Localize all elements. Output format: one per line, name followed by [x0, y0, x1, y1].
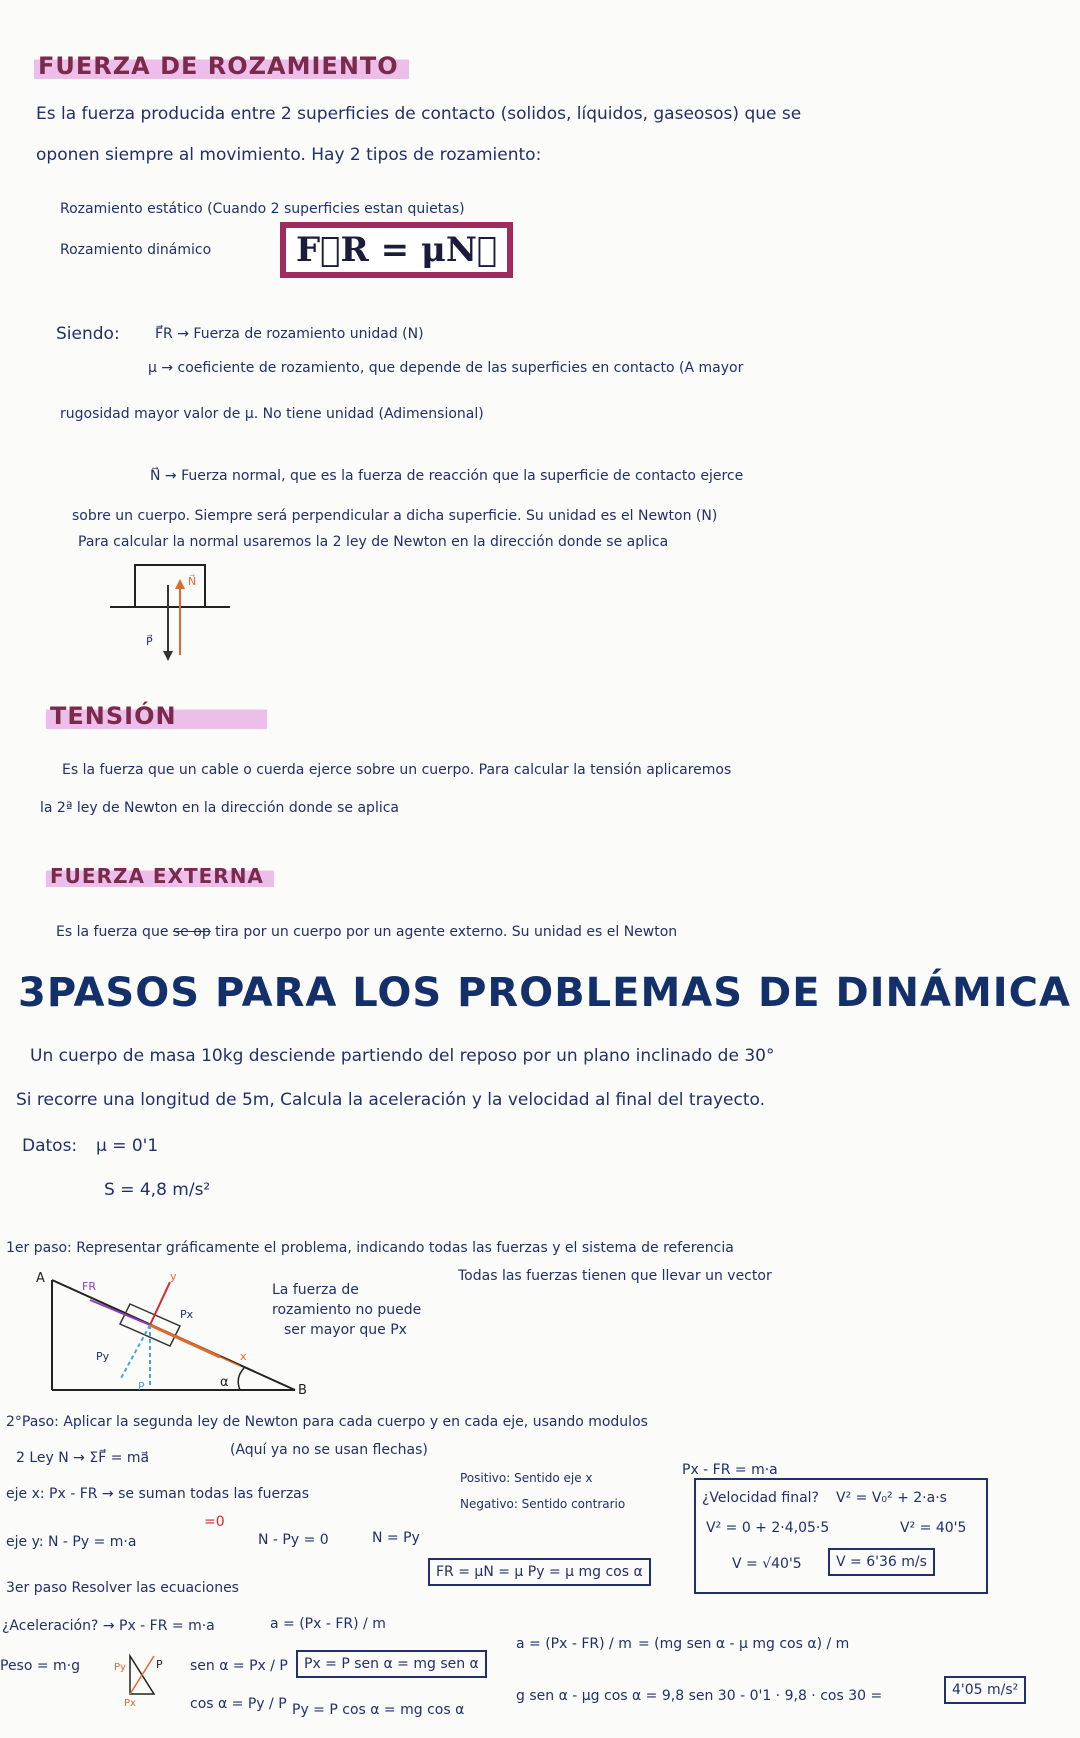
incline-point-a: A — [36, 1271, 45, 1286]
velocity-substitution: V² = 0 + 2·4,05·5 — [706, 1520, 830, 1536]
problem-line1: Un cuerpo de masa 10kg desciende partiendo del reposo por un plano inclinado de 30° — [30, 1046, 775, 1066]
tension-heading: TENSIÓN — [46, 700, 267, 732]
positive-sense: Positivo: Sentido eje x — [460, 1471, 593, 1485]
triangle-p-label: P — [156, 1658, 163, 1671]
steps-title: 3PASOS PARA LOS PROBLEMAS DE DINÁMICA — [18, 970, 1071, 1016]
velocity-box — [694, 1478, 988, 1594]
inclined-plane-diagram — [30, 1260, 310, 1400]
datos-s: S = 4,8 m/s² — [104, 1180, 211, 1200]
incline-px-label: Px — [180, 1308, 194, 1321]
friction-definition-line1: Es la fuerza producida entre 2 superficies de contacto (solidos, líquidos, gaseosos) que se — [36, 104, 802, 124]
incline-p-label: P — [138, 1380, 145, 1393]
velocity-result: V = 6'36 m/s — [828, 1548, 935, 1576]
negative-sense: Negativo: Sentido contrario — [460, 1497, 626, 1511]
external-text-a: Es la fuerza que — [56, 924, 169, 940]
acceleration-formula: a = (Px - FR) / m — [270, 1616, 386, 1632]
eje-y-eq2: N = Py — [372, 1530, 420, 1546]
problem-line2: Si recorre una longitud de 5m, Calcula la aceleración y la velocidad al final del trayecto. — [16, 1090, 766, 1110]
velocity-root: V = √40'5 — [732, 1556, 802, 1572]
newton-law: 2 Ley N → ΣF⃗ = ma⃗ — [16, 1450, 150, 1466]
px-expression: Px = P sen α = mg sen α — [296, 1650, 487, 1678]
friction-heading: FUERZA DE ROZAMIENTO — [34, 50, 409, 82]
dynamic-friction: Rozamiento dinámico — [60, 242, 212, 258]
friction-definition-line2: oponen siempre al movimiento. Hay 2 tipos de rozamiento: — [36, 145, 542, 165]
def-friction-force: F⃗R → Fuerza de rozamiento unidad (N) — [155, 326, 424, 342]
datos-label: Datos: — [22, 1136, 78, 1156]
external-force-line — [56, 922, 677, 942]
def-mu-line1: μ → coeficiente de rozamiento, que depende de las superficies en contacto (A mayor — [148, 360, 744, 376]
incline-alpha: α — [220, 1375, 229, 1390]
def-normal-line1: N⃗ → Fuerza normal, que es la fuerza de reacción que la superficie de contacto ejerce — [150, 468, 744, 484]
normal-force-diagram — [100, 555, 240, 665]
acceleration-fraction1: a = (Px - FR) / m — [516, 1636, 632, 1652]
sin-definition: sen α = Px / P — [190, 1658, 288, 1674]
step2-text: 2°Paso: Aplicar la segunda ley de Newton para cada cuerpo y en cada eje, usando modulos — [6, 1414, 648, 1430]
final-result: 4'05 m/s² — [944, 1676, 1026, 1704]
incline-py-label: Py — [96, 1350, 110, 1363]
newton-law-note: (Aquí ya no se usan flechas) — [230, 1442, 428, 1458]
weight-formula: Peso = m·g — [0, 1658, 81, 1674]
datos-mu: μ = 0'1 — [96, 1136, 159, 1156]
siendo-label: Siendo: — [56, 324, 120, 344]
diagram-weight-label: P⃗ — [146, 635, 153, 648]
triangle-px-label: Px — [124, 1698, 136, 1708]
acceleration-question: ¿Aceleración? → Px - FR = m·a — [2, 1618, 215, 1634]
tension-line1: Es la fuerza que un cable o cuerda ejerce sobre un cuerpo. Para calcular la tensión aplicaremos — [62, 762, 732, 778]
velocity-squared: V² = 40'5 — [900, 1520, 967, 1536]
diagram-normal-label: N⃗ — [188, 575, 197, 588]
incline-y-axis: y — [170, 1270, 177, 1283]
cos-definition: cos α = Py / P — [190, 1696, 287, 1712]
eje-y-eq1: N - Py = 0 — [258, 1532, 329, 1548]
step1-note: Todas las fuerzas tienen que llevar un vector — [458, 1268, 772, 1284]
velocity-formula: V² = V₀² + 2·a·s — [836, 1490, 947, 1506]
fr-note-line2: rozamiento no puede — [272, 1302, 422, 1318]
acceleration-fraction2: = (mg sen α - μ mg cos α) / m — [638, 1636, 850, 1652]
incline-fr-label: FR — [82, 1280, 96, 1293]
eje-x-equation: Px - FR = m·a — [682, 1462, 778, 1478]
eje-x: eje x: Px - FR → se suman todas las fuerzas — [6, 1486, 310, 1502]
friction-formula-box: F⃗R = μN⃗ — [280, 222, 513, 278]
def-normal-line3: Para calcular la normal usaremos la 2 ley de Newton en la dirección donde se aplica — [78, 534, 669, 550]
incline-point-b: B — [298, 1383, 307, 1398]
eje-y: eje y: N - Py = m·a — [6, 1534, 137, 1550]
py-expression: Py = P cos α = mg cos α — [292, 1702, 465, 1718]
incline-x-axis: x — [240, 1350, 247, 1363]
velocity-question: ¿Velocidad final? — [702, 1490, 819, 1506]
fr-note-line3: ser mayor que Px — [284, 1322, 407, 1338]
def-normal-line2: sobre un cuerpo. Siempre será perpendicular a dicha superficie. Su unidad es el Newton (N) — [72, 508, 718, 524]
external-text-struck: se op — [172, 924, 211, 940]
tension-line2: la 2ª ley de Newton en la dirección donde se aplica — [40, 800, 399, 816]
step1-text: 1er paso: Representar gráficamente el problema, indicando todas las fuerzas y el sistema de referencia — [6, 1240, 734, 1256]
fr-note-line1: La fuerza de — [272, 1282, 359, 1298]
external-force-heading: FUERZA EXTERNA — [46, 862, 274, 890]
triangle-py-label: Py — [114, 1662, 126, 1673]
final-calculation: g sen α - μg cos α = 9,8 sen 30 - 0'1 · 9,8 · cos 30 = — [516, 1688, 883, 1704]
eje-y-zero: =0 — [204, 1514, 225, 1530]
static-friction: Rozamiento estático (Cuando 2 superficies estan quietas) — [60, 201, 465, 217]
step3-text: 3er paso Resolver las ecuaciones — [6, 1580, 239, 1596]
external-text-b: tira por un cuerpo por un agente externo. Su unidad es el Newton — [215, 924, 678, 940]
def-mu-line2: rugosidad mayor valor de μ. No tiene unidad (Adimensional) — [60, 406, 484, 422]
force-triangle — [110, 1648, 170, 1708]
friction-expression: FR = μN = μ Py = μ mg cos α — [428, 1558, 651, 1586]
